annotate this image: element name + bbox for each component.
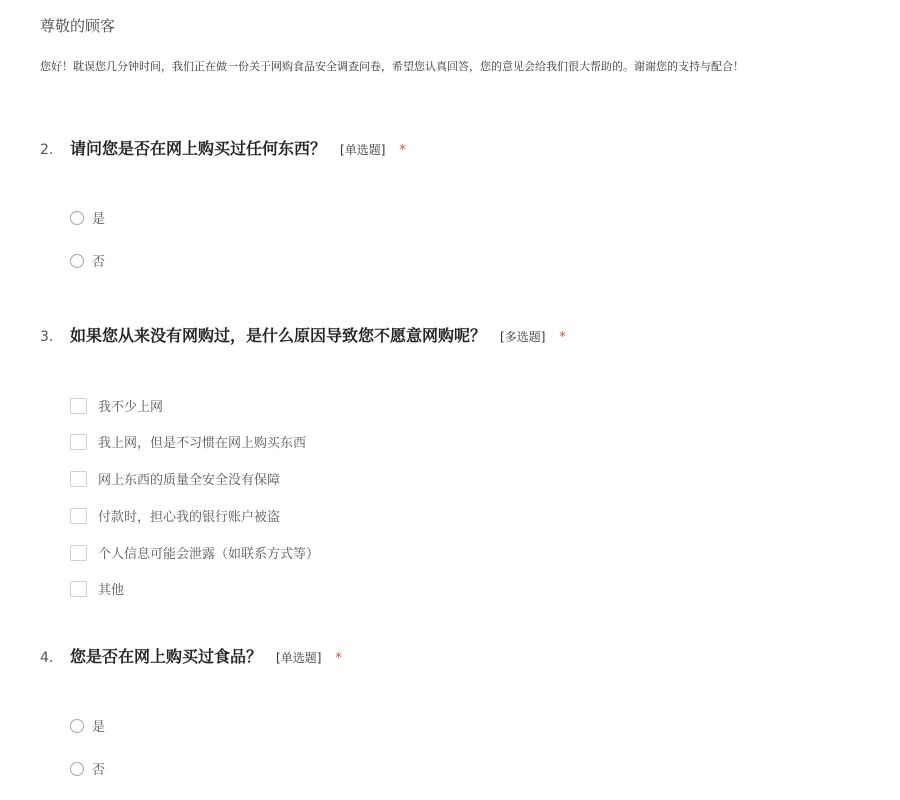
option-label: 否: [92, 255, 106, 270]
radio-button[interactable]: [70, 762, 84, 776]
option-label: 付款时，担心我的银行账户被盗: [98, 510, 281, 525]
greeting-heading: 尊敬的顾客: [40, 17, 116, 35]
q2-option-yes[interactable]: [70, 208, 105, 227]
q2-option-no[interactable]: [70, 251, 105, 270]
question-3: [40, 323, 566, 346]
checkbox[interactable]: [70, 581, 87, 597]
question-type-tag: [多选题]: [500, 330, 546, 344]
q4-option-yes[interactable]: [70, 716, 105, 735]
question-2: [40, 136, 406, 159]
radio-button[interactable]: [70, 254, 84, 268]
q3-option-1[interactable]: [70, 396, 163, 415]
question-number: 2.: [40, 142, 54, 158]
option-label: 否: [92, 763, 106, 778]
checkbox[interactable]: [70, 545, 87, 561]
question-type-tag: [单选题]: [276, 651, 322, 665]
required-mark: *: [559, 330, 566, 345]
q4-option-no[interactable]: [70, 759, 105, 778]
question-number: 4.: [40, 650, 54, 666]
question-3-header: [40, 323, 566, 346]
q3-option-5[interactable]: [70, 543, 319, 562]
radio-button[interactable]: [70, 211, 84, 225]
question-title: 请问您是否在网上购买过任何东西？: [70, 139, 327, 158]
intro-text: 您好！耽误您几分钟时间，我们正在做一份关于网购食品安全调查问卷，希望您认真回答，您的意见会给我们很大帮助的。谢谢您的支持与配合！: [40, 60, 744, 73]
question-title: 您是否在网上购买过食品？: [70, 647, 263, 666]
q3-option-3[interactable]: [70, 469, 280, 488]
option-label: 个人信息可能会泄露（如联系方式等）: [98, 547, 320, 562]
question-type-tag: [单选题]: [340, 143, 386, 157]
option-label: 其他: [98, 583, 125, 598]
option-label: 我不少上网: [98, 400, 164, 415]
option-label: 我上网，但是不习惯在网上购买东西: [98, 436, 307, 451]
question-2-header: [40, 136, 406, 159]
checkbox[interactable]: [70, 398, 87, 414]
checkbox[interactable]: [70, 471, 87, 487]
question-4: [40, 644, 342, 667]
question-title: 如果您从来没有网购过，是什么原因导致您不愿意网购呢？: [70, 326, 487, 345]
q3-option-2[interactable]: [70, 432, 306, 451]
question-number: 3.: [40, 329, 54, 345]
radio-button[interactable]: [70, 719, 84, 733]
question-4-header: [40, 644, 342, 667]
checkbox[interactable]: [70, 508, 87, 524]
q3-option-4[interactable]: [70, 506, 280, 525]
checkbox[interactable]: [70, 434, 87, 450]
option-label: 是: [92, 212, 106, 227]
q3-option-6[interactable]: [70, 579, 124, 598]
required-mark: *: [399, 143, 406, 158]
required-mark: *: [335, 651, 342, 666]
option-label: 网上东西的质量全安全没有保障: [98, 473, 281, 488]
option-label: 是: [92, 720, 106, 735]
